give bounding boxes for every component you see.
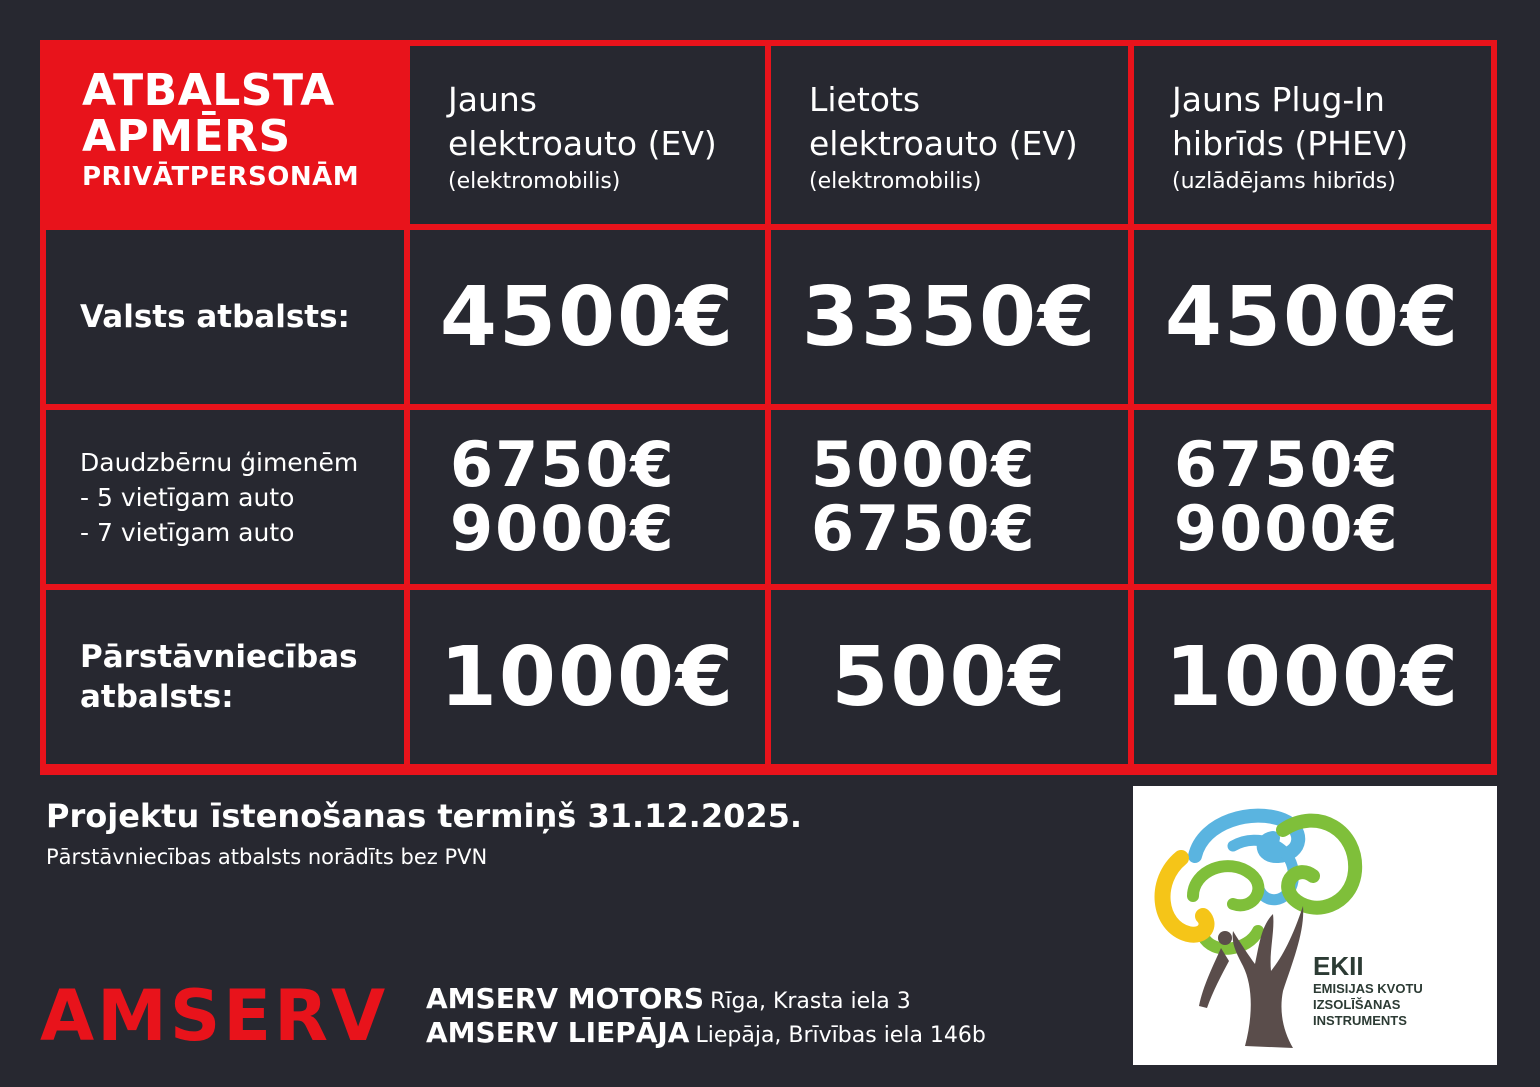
value-cell-pair xyxy=(1134,410,1491,584)
value-7-seat: 9000€ xyxy=(1174,492,1400,565)
dealer-address: Rīga, Krasta iela 3 xyxy=(710,989,911,1014)
corner-line-3: PRIVĀTPERSONĀM xyxy=(82,162,360,192)
column-header-used-ev xyxy=(771,46,1128,224)
value-cell: 500€ xyxy=(771,590,1128,764)
value-cell: 3350€ xyxy=(771,230,1128,404)
value-cell: 4500€ xyxy=(410,230,765,404)
support-table xyxy=(40,40,1497,775)
value-5-seat: 6750€ xyxy=(1174,428,1400,501)
ekii-logo-text xyxy=(1313,951,1423,1029)
ekii-title: EKII xyxy=(1313,951,1364,981)
row-label-large-families: Daudzbērnu ģimenēm - 5 vietīgam auto - 7 vietīgam auto xyxy=(46,410,404,584)
corner-line-1: ATBALSTA xyxy=(82,65,335,116)
ekii-line-2: IZSOLĪŠANAS xyxy=(1313,997,1401,1012)
dealer-riga xyxy=(426,982,911,1015)
value-cell-pair xyxy=(410,410,765,584)
column-subtitle: (uzlādējams hibrīds) xyxy=(1172,169,1396,194)
ekii-logo xyxy=(1133,786,1497,1065)
column-subtitle: (elektromobilis) xyxy=(809,169,982,194)
dealer-address: Liepāja, Brīvības iela 146b xyxy=(695,1023,986,1048)
ekii-line-3: INSTRUMENTS xyxy=(1313,1013,1407,1028)
value-cell: 1000€ xyxy=(1134,590,1491,764)
value-5-seat: 6750€ xyxy=(450,428,676,501)
dealer-name: AMSERV MOTORS xyxy=(426,982,705,1015)
column-header-new-ev xyxy=(410,46,765,224)
column-header-phev xyxy=(1134,46,1491,224)
row-label-dealer-support: Pārstāvniecības atbalsts: xyxy=(46,590,404,764)
column-title: Lietots elektroauto (EV) xyxy=(809,80,1078,163)
column-title: Jauns Plug-In hibrīds (PHEV) xyxy=(1172,80,1409,163)
vat-note: Pārstāvniecības atbalsts norādīts bez PVN xyxy=(46,845,488,869)
value-7-seat: 9000€ xyxy=(450,492,676,565)
project-deadline: Projektu īstenošanas termiņš 31.12.2025. xyxy=(46,797,803,835)
value-7-seat: 6750€ xyxy=(811,492,1037,565)
value-5-seat: 5000€ xyxy=(811,428,1037,501)
value-cell: 4500€ xyxy=(1134,230,1491,404)
table-corner-title xyxy=(46,46,404,224)
value-cell: 1000€ xyxy=(410,590,765,764)
amserv-logo: AMSERV xyxy=(40,975,389,1057)
corner-line-2: APMĒRS xyxy=(82,111,291,162)
row-label-state-support: Valsts atbalsts: xyxy=(46,230,404,404)
column-subtitle: (elektromobilis) xyxy=(448,169,621,194)
dealer-name: AMSERV LIEPĀJA xyxy=(426,1016,690,1049)
value-cell-pair xyxy=(771,410,1128,584)
column-title: Jauns elektroauto (EV) xyxy=(448,80,717,163)
dealer-liepaja xyxy=(426,1016,986,1049)
ekii-line-1: EMISIJAS KVOTU xyxy=(1313,981,1423,996)
